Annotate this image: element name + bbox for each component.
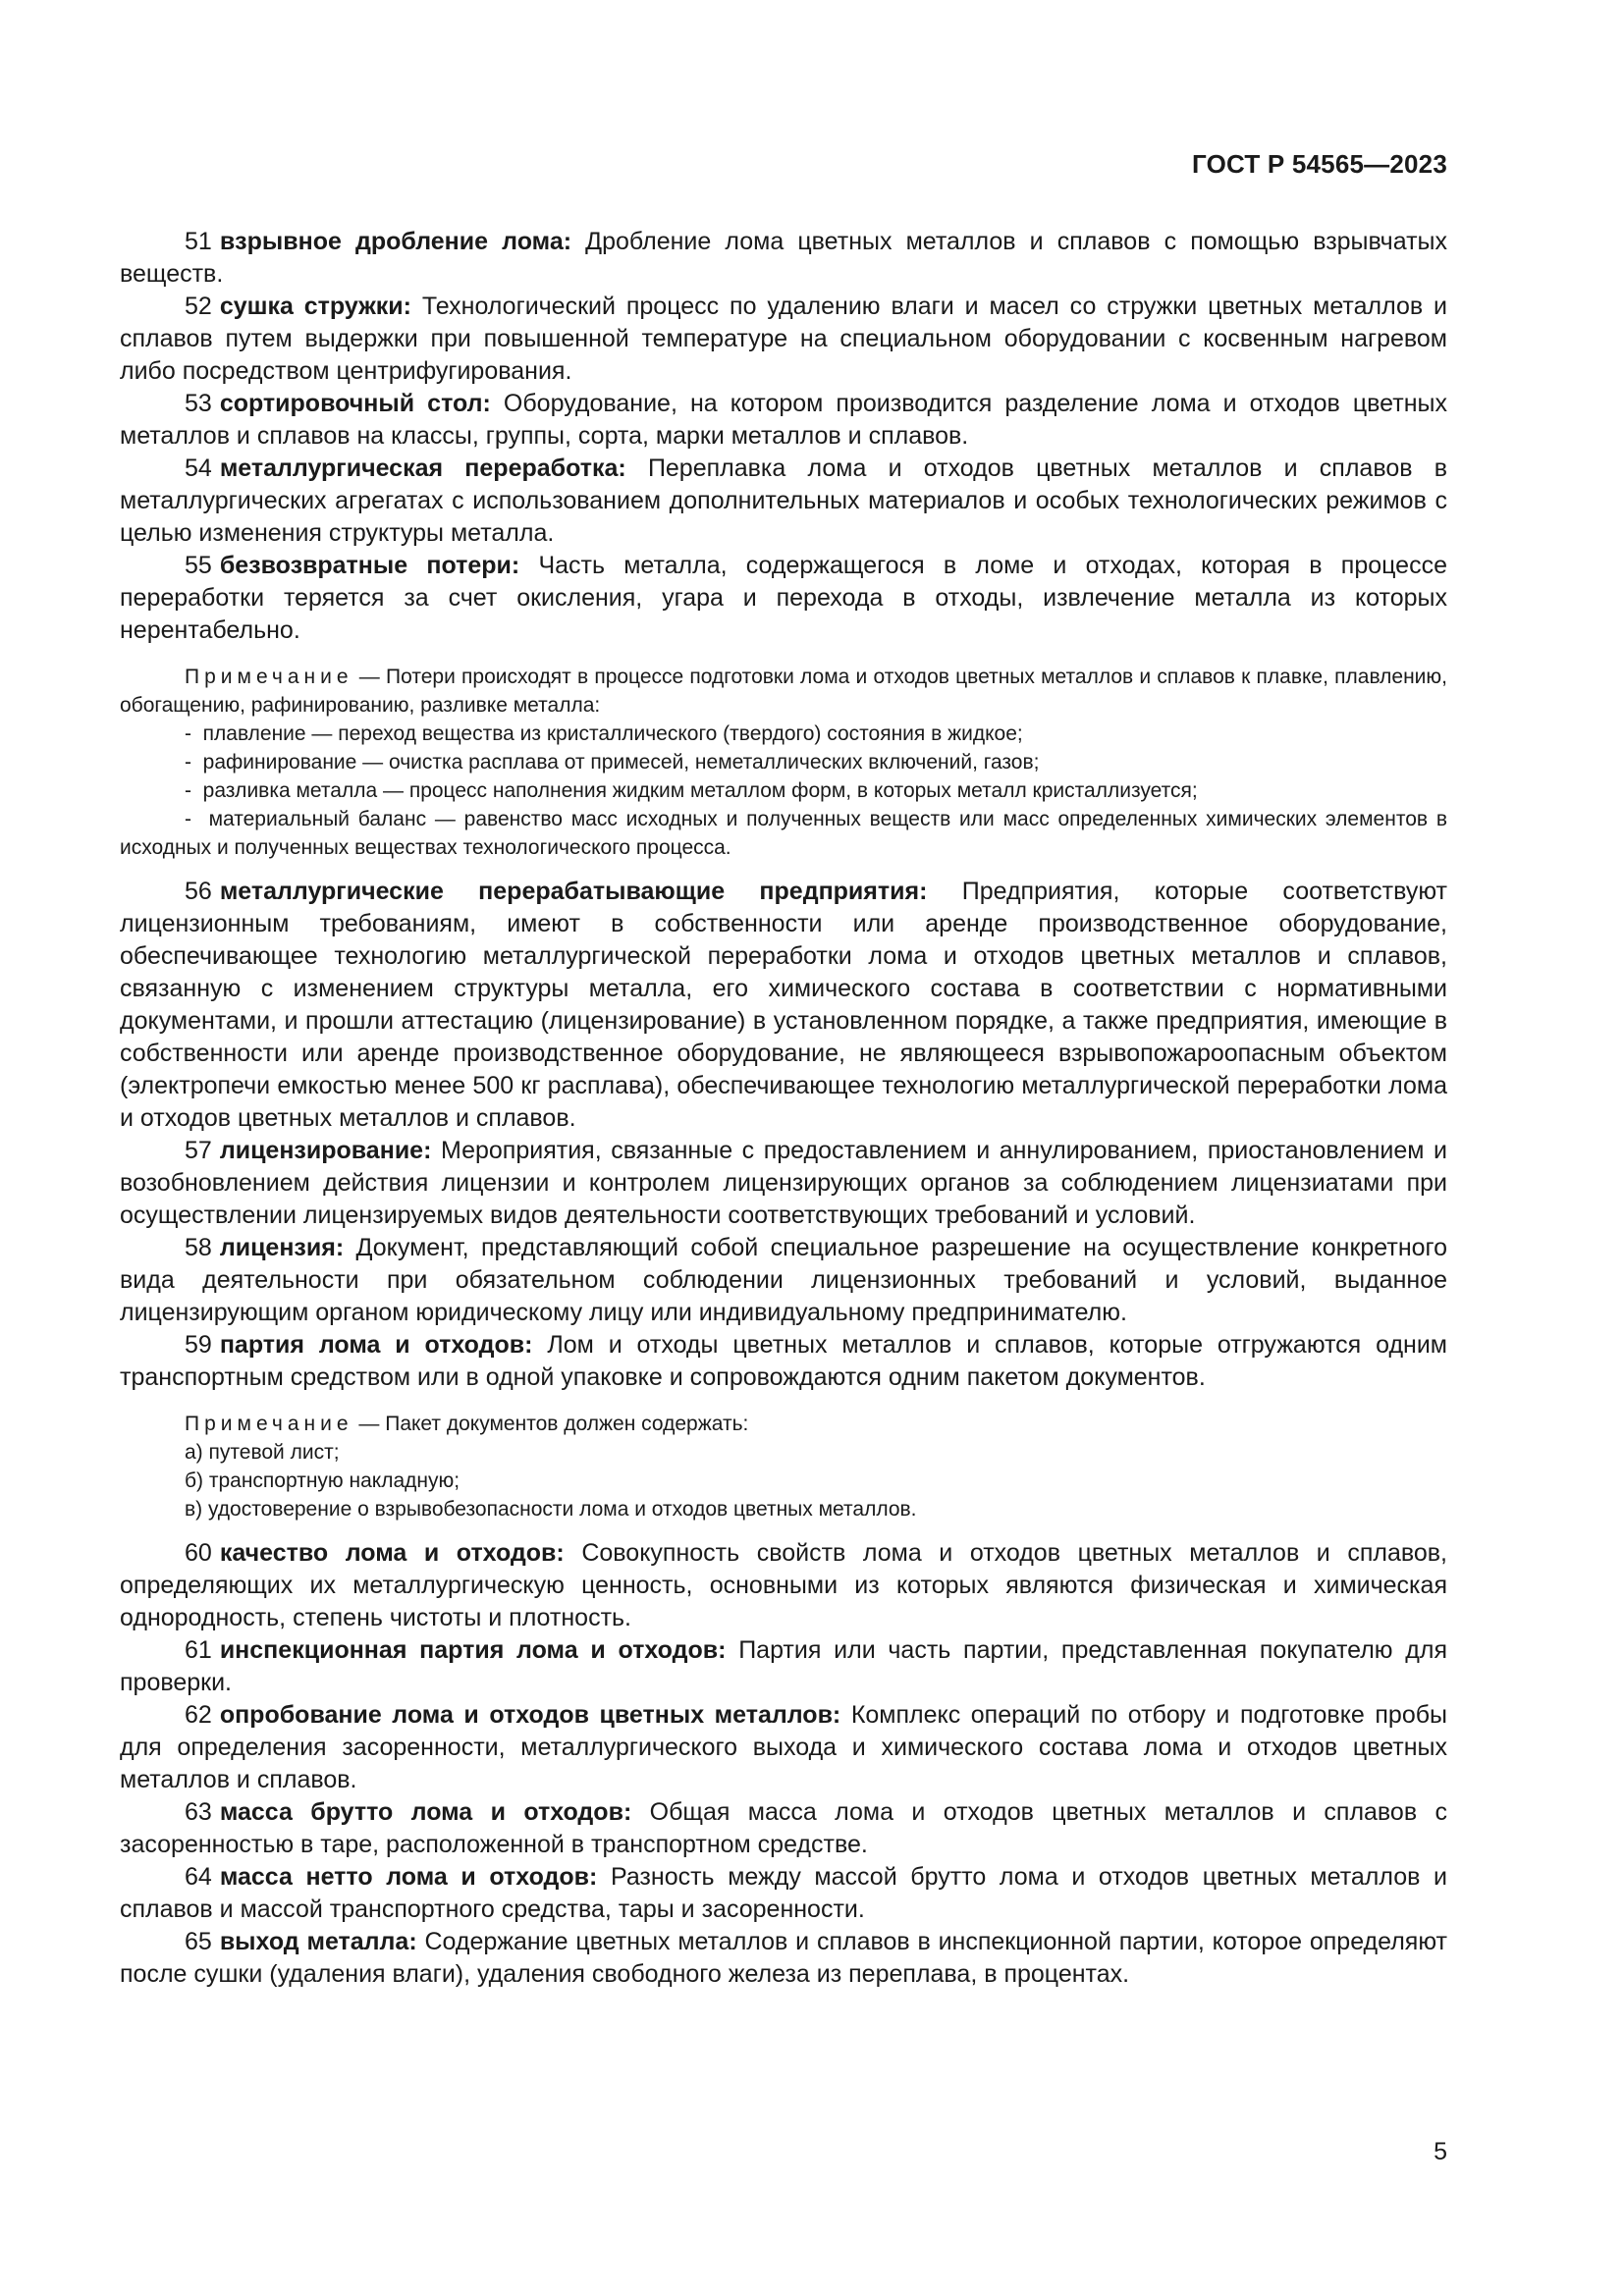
term-definition: Технологический процесс по удалению влаги и масел со стружки цветных металлов и сплавов путем выдержки при повышенной температуре на специальном оборудовании с косвенным нагревом либо посредством центрифугирования.: [120, 293, 1447, 385]
term-definition: Лом и отходы цветных металлов и сплавов, которые отгружаются одним транспортным средством или в одной упаковке и сопровождаются одним пакетом документов.: [120, 1331, 1447, 1391]
term-entry: [120, 550, 1447, 647]
note-label: Примечание: [185, 666, 353, 688]
term-name: масса брутто лома и отходов:: [219, 1798, 632, 1826]
term-entry: [120, 876, 1447, 1135]
term-number: 59: [185, 1331, 212, 1359]
note-text: — Пакет документов должен содержать:: [358, 1413, 749, 1435]
term-name: масса нетто лома и отходов:: [219, 1863, 598, 1891]
term-name: сушка стружки:: [219, 293, 412, 320]
term-entry: [120, 1796, 1447, 1861]
term-definition: Предприятия, которые соответствуют лицензионным требованиям, имеют в собственности или аренде производственное оборудование, обеспечивающее технологию металлургической переработки лома и отходов цветных металлов и сплавов, связанную с изменением структуры металла, его химического состава в соответствии с нормативными документами, и прошли аттестацию (лицензирование) в установленном порядке, а также предприятия, имеющие в собственности или аренде производственное оборудование, не являющееся взрывопожароопасным объектом (электропечи емкостью менее 500 кг расплава), обеспечивающее технологию металлургической переработки лома и отходов цветных металлов и сплавов.: [120, 878, 1447, 1132]
note-item: - плавление — переход вещества из кристаллического (твердого) состояния в жидкое;: [120, 720, 1447, 748]
note-documents: [120, 1410, 1447, 1523]
term-number: 52: [185, 293, 212, 320]
term-definition: Партия или часть партии, представленная покупателю для проверки.: [120, 1636, 1447, 1696]
term-number: 61: [185, 1636, 212, 1664]
term-entry: [120, 226, 1447, 291]
term-name: металлургические перерабатывающие предприятия:: [219, 878, 928, 905]
term-entry: [120, 291, 1447, 388]
term-definition: Общая масса лома и отходов цветных металлов и сплавов с засоренностью в таре, расположенной в транспортном средстве.: [120, 1798, 1447, 1858]
note-item: - разливка металла — процесс наполнения жидким металлом форм, в которых металл кристаллизуется;: [120, 776, 1447, 805]
document-body: [120, 226, 1447, 1991]
note-item: б) транспортную накладную;: [185, 1469, 460, 1492]
term-number: 51: [185, 228, 212, 255]
term-name: инспекционная партия лома и отходов:: [219, 1636, 727, 1664]
term-entry: [120, 1135, 1447, 1232]
term-definition: Часть металла, содержащегося в ломе и отходах, которая в процессе переработки теряется за счет окисления, угара и перехода в отходы, извлечение металла из которых нерентабельно.: [120, 552, 1447, 644]
term-definition: Оборудование, на котором производится разделение лома и отходов цветных металлов и сплавов на классы, группы, сорта, марки металлов и сплавов.: [120, 390, 1447, 450]
term-name: безвозвратные потери:: [219, 552, 520, 579]
note-lead: [120, 663, 1447, 720]
term-name: взрывное дробление лома:: [219, 228, 572, 255]
term-number: 62: [185, 1701, 212, 1729]
term-name: выход металла:: [219, 1928, 417, 1955]
term-name: качество лома и отходов:: [219, 1539, 565, 1567]
note-label: Примечание: [185, 1413, 353, 1435]
term-name: лицензия:: [219, 1234, 345, 1261]
term-number: 56: [185, 878, 212, 905]
term-number: 60: [185, 1539, 212, 1567]
term-definition: Переплавка лома и отходов цветных металлов и сплавов в металлургических агрегатах с использованием дополнительных материалов и особых технологических режимов с целью изменения структуры металла.: [120, 454, 1447, 547]
note-letter-list: [120, 1438, 1447, 1523]
term-definition: Содержание цветных металлов и сплавов в инспекционной партии, которое определяют после сушки (удаления влаги), удаления свободного железа из переплава, в процентах.: [120, 1928, 1447, 1988]
term-definition: Документ, представляющий собой специальное разрешение на осуществление конкретного вида деятельности при обязательном соблюдении лицензионных требований и условий, выданное лицензирующим органом юридическому лицу или индивидуальному предпринимателю.: [120, 1234, 1447, 1326]
standard-code: ГОСТ Р 54565—2023: [1192, 149, 1447, 179]
note-lead: [120, 1410, 1447, 1438]
note-item: а) путевой лист;: [185, 1441, 340, 1464]
term-entry: [120, 1926, 1447, 1991]
terms-section-c: [120, 1537, 1447, 1991]
term-number: 63: [185, 1798, 212, 1826]
note-losses: [120, 663, 1447, 862]
term-entry: [120, 1634, 1447, 1699]
term-name: партия лома и отходов:: [219, 1331, 533, 1359]
term-entry: [120, 388, 1447, 453]
term-entry: [120, 1329, 1447, 1394]
term-entry: [120, 453, 1447, 550]
note-item: - материальный баланс — равенство масс исходных и полученных веществ или масс определенных химических элементов в исходных и полученных веществах технологического процесса.: [120, 805, 1447, 862]
term-name: опробование лома и отходов цветных металлов:: [219, 1701, 841, 1729]
term-definition: Совокупность свойств лома и отходов цветных металлов и сплавов, определяющих их металлургическую ценность, основными из которых являются физическая и химическая однородность, степень чистоты и плотность.: [120, 1539, 1447, 1631]
term-number: 53: [185, 390, 212, 417]
term-entry: [120, 1861, 1447, 1926]
term-definition: Разность между массой брутто лома и отходов цветных металлов и сплавов и массой транспортного средства, тары и засоренности.: [120, 1863, 1447, 1923]
term-number: 65: [185, 1928, 212, 1955]
term-number: 57: [185, 1137, 212, 1164]
term-definition: Мероприятия, связанные с предоставлением и аннулированием, приостановлением и возобновлением действия лицензии и контролем лицензирующих органов за соблюдением лицензиатами при осуществлении лицензируемых видов деятельности соответствующих требований и условий.: [120, 1137, 1447, 1229]
note-item: в) удостоверение о взрывобезопасности лома и отходов цветных металлов.: [185, 1498, 917, 1521]
note-text: — Потери происходят в процессе подготовки лома и отходов цветных металлов и сплавов к плавке, плавлению, обогащению, рафинированию, разливке металла:: [120, 666, 1447, 717]
term-name: сортировочный стол:: [219, 390, 491, 417]
term-number: 64: [185, 1863, 212, 1891]
term-entry: [120, 1232, 1447, 1329]
term-number: 55: [185, 552, 212, 579]
term-entry: [120, 1699, 1447, 1796]
term-number: 54: [185, 454, 212, 482]
term-number: 58: [185, 1234, 212, 1261]
term-name: металлургическая переработка:: [219, 454, 626, 482]
term-definition: Дробление лома цветных металлов и сплавов с помощью взрывчатых веществ.: [120, 228, 1447, 288]
note-dash-list: [120, 720, 1447, 862]
note-item: - рафинирование — очистка расплава от примесей, неметаллических включений, газов;: [120, 748, 1447, 776]
terms-section-b: [120, 876, 1447, 1394]
page-number: 5: [1434, 2138, 1447, 2165]
term-name: лицензирование:: [219, 1137, 432, 1164]
term-definition: Комплекс операций по отбору и подготовке пробы для определения засоренности, металлургического выхода и химического состава лома и отходов цветных металлов и сплавов.: [120, 1701, 1448, 1793]
terms-section-a: [120, 226, 1447, 647]
term-entry: [120, 1537, 1447, 1634]
